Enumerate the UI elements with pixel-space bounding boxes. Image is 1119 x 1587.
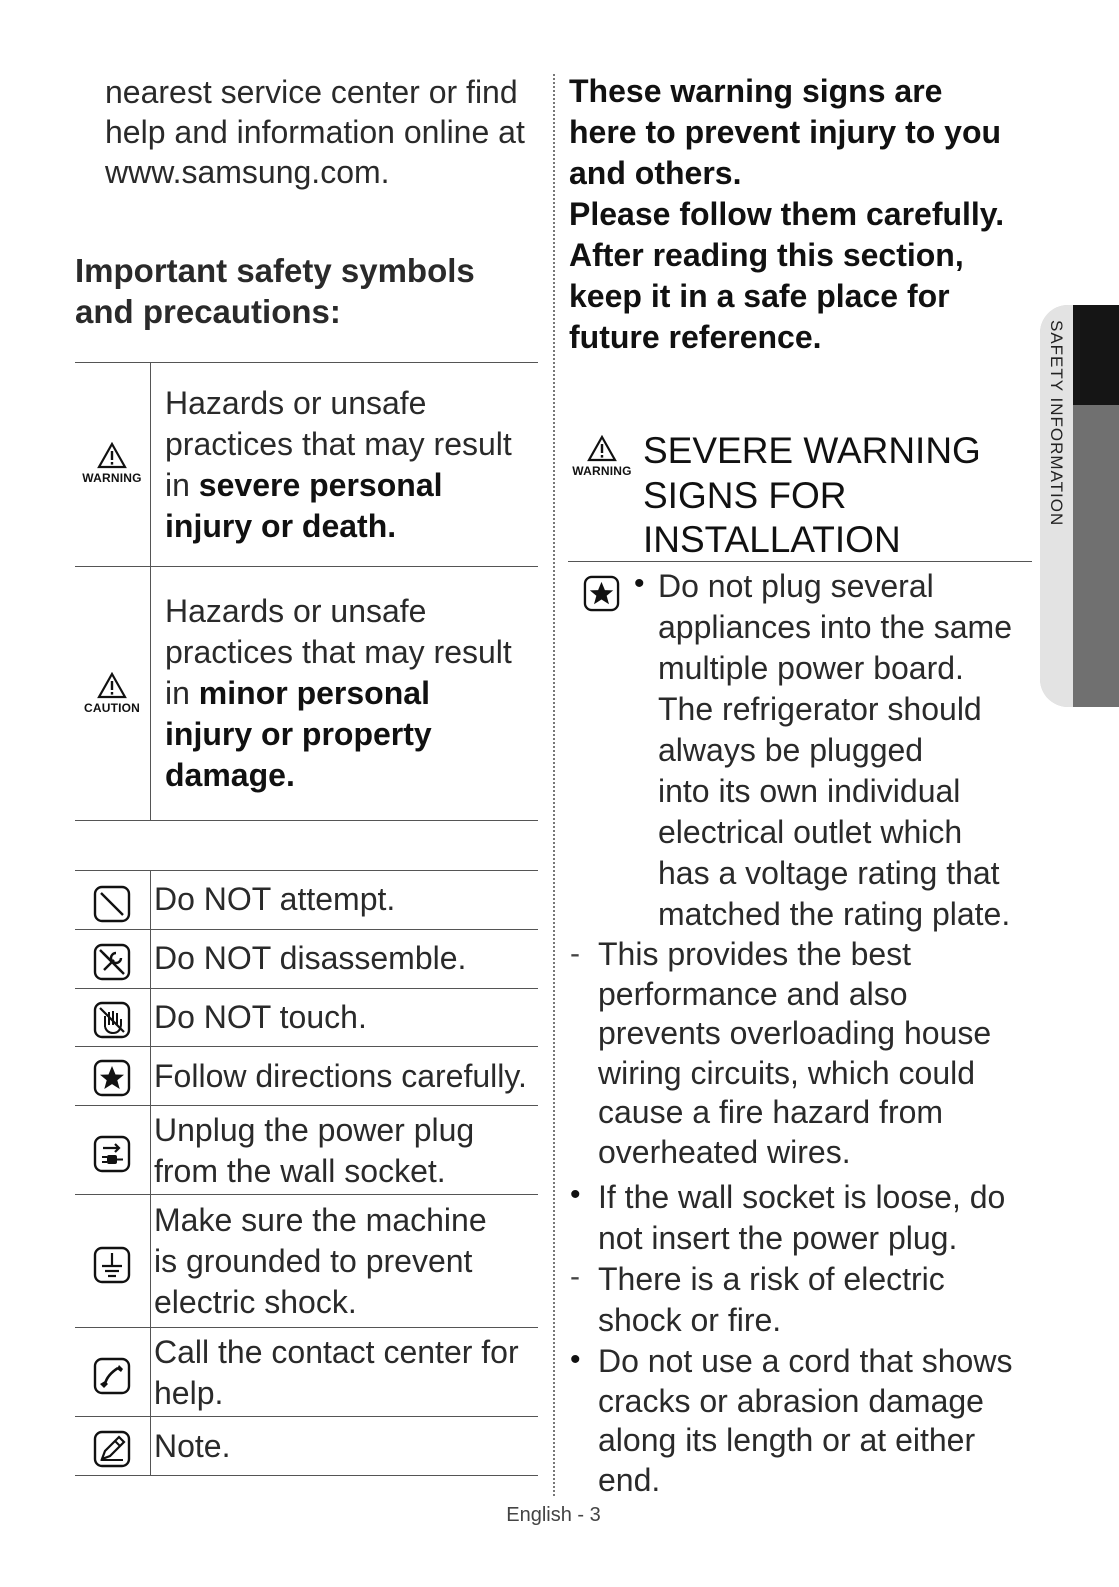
text-line: multiple power board. [658,650,964,686]
table-rule [75,929,538,930]
table-rule [75,820,538,821]
text-line: along its length or at either [598,1422,976,1458]
text-line: electrical outlet which [658,814,963,850]
bold-text: damage. [165,757,295,793]
symbol-description: Follow directions carefully. [154,1058,527,1094]
title-line: INSTALLATION [643,519,901,560]
text-line [165,673,540,714]
install-warning-1 [658,566,1012,935]
table-rule [75,870,538,871]
text-line: always be plugged [658,732,924,768]
table-rule [75,566,538,567]
bullet: • [634,567,645,600]
text-line [165,465,540,506]
text-line: practices that may result [165,634,512,670]
text-line: Do not use a cord that shows [598,1343,1013,1379]
text-line: Please follow them carefully. [569,196,1005,232]
tab-stripe [1073,405,1119,707]
star-icon [93,1059,131,1097]
text-line: help and information online at [105,114,525,150]
text-line: appliances into the same [658,609,1012,645]
table-rule [75,988,538,989]
text-line: nearest service center or find [105,74,518,110]
bullet: • [570,1343,581,1376]
dash: - [570,937,580,970]
page-footer: English - 3 [506,1504,601,1526]
text-line: practices that may result [165,426,512,462]
star-icon [583,575,620,612]
install-warning-2 [598,1177,1005,1259]
section-tab-label: SAFETY INFORMATION [1047,320,1066,527]
text-line: shock or fire. [598,1302,782,1338]
text-line: cracks or abrasion damage [598,1382,984,1419]
hazard-description-caution [165,591,540,796]
text-line: and others. [569,155,742,191]
text-line: overheated wires. [598,1133,851,1170]
heading-line: and precautions: [75,293,341,330]
table-column-divider [150,870,151,1475]
text-line: keep it in a safe place for [569,278,950,314]
text-line: cause a fire hazard from [598,1094,944,1131]
caution-sign [75,672,149,715]
text-line: wiring circuits, which could [598,1054,976,1091]
text-line: Do not plug several [658,568,934,604]
warning-triangle-icon [587,435,617,462]
text-line: prevents overloading house [598,1015,992,1052]
title-line: SEVERE WARNING [643,430,981,471]
text-prefix: in [165,467,199,503]
symbol-description: Do NOT attempt. [154,881,396,917]
symbol-description [154,1110,542,1192]
caution-triangle-icon [97,672,127,699]
text-prefix: in [165,675,199,711]
table-rule [75,1327,538,1328]
sign-label: WARNING [572,464,632,478]
no-disassemble-icon [93,943,131,981]
table-rule [75,1105,538,1106]
text-line [165,714,540,755]
text-line: This provides the best [598,936,912,972]
warning-intro [569,71,1044,358]
bold-text: minor personal [198,675,430,711]
phone-icon [93,1357,131,1395]
text-line: not insert the power plug. [598,1220,958,1256]
no-touch-icon [93,1001,131,1039]
text-line: future reference. [569,319,822,355]
symbol-description [154,1200,542,1323]
severe-warning-sign [566,435,638,478]
text-line: here to prevent injury to you [569,114,1002,150]
text-line: is grounded to prevent [154,1243,473,1279]
symbols-heading [75,250,535,332]
bold-text: severe personal [198,467,443,503]
text-line: These warning signs are [569,73,943,109]
table-rule [75,362,538,363]
prohibited-icon [93,885,131,923]
text-line [165,506,540,547]
unplug-icon [93,1135,131,1173]
heading-line: Important safety symbols [75,252,475,289]
text-line: has a voltage rating that [658,855,1000,891]
text-line: from the wall socket. [154,1153,446,1189]
text-line: into its own individual [658,773,961,809]
text-line: end. [598,1461,661,1498]
title-line: SIGNS FOR [643,474,847,516]
text-line: matched the rating plate. [658,896,1011,932]
bullet: • [570,1178,581,1211]
text-line: www.samsung.com. [105,154,390,190]
note-icon [93,1430,131,1468]
column-divider [553,74,555,1496]
text-line: Make sure the machine [154,1202,487,1238]
bold-text: injury or property [165,716,432,752]
section-rule [568,561,1032,562]
sign-label: WARNING [82,471,142,485]
text-line: Unplug the power plug [154,1112,475,1148]
hazard-description-warning [165,383,540,547]
text-line: electric shock. [154,1284,357,1320]
sign-label: CAUTION [83,701,141,715]
tab-active-marker [1073,305,1119,405]
intro-paragraph [105,72,545,192]
install-warning-1-note [598,935,991,1173]
symbol-description [154,1332,542,1414]
symbol-description: Note. [154,1428,231,1464]
symbol-description: Do NOT touch. [154,999,367,1035]
text-line: After reading this section, [569,237,964,273]
text-line [165,755,540,796]
text-line: The refrigerator should [658,691,982,727]
table-rule [75,1194,538,1195]
ground-icon [93,1246,131,1284]
table-rule [75,1416,538,1417]
table-rule [75,1046,538,1047]
text-line: Call the contact center for [154,1334,519,1370]
warning-triangle-icon [97,442,127,469]
text-line: If the wall socket is loose, do [598,1179,1006,1215]
table-rule [75,1475,538,1476]
table-column-divider [150,362,151,820]
warning-sign [75,442,149,485]
text-line: help. [154,1375,224,1411]
text-line: Hazards or unsafe [165,593,427,629]
text-line: performance and also [598,975,908,1012]
bold-text: injury or death. [165,508,397,544]
symbol-description: Do NOT disassemble. [154,940,467,976]
install-warning-2-note [598,1259,945,1341]
text-line: Hazards or unsafe [165,385,427,421]
text-line: There is a risk of electric [598,1261,945,1297]
install-warning-3 [598,1342,1012,1500]
severe-warning-title [643,429,1043,563]
dash: - [570,1260,580,1293]
